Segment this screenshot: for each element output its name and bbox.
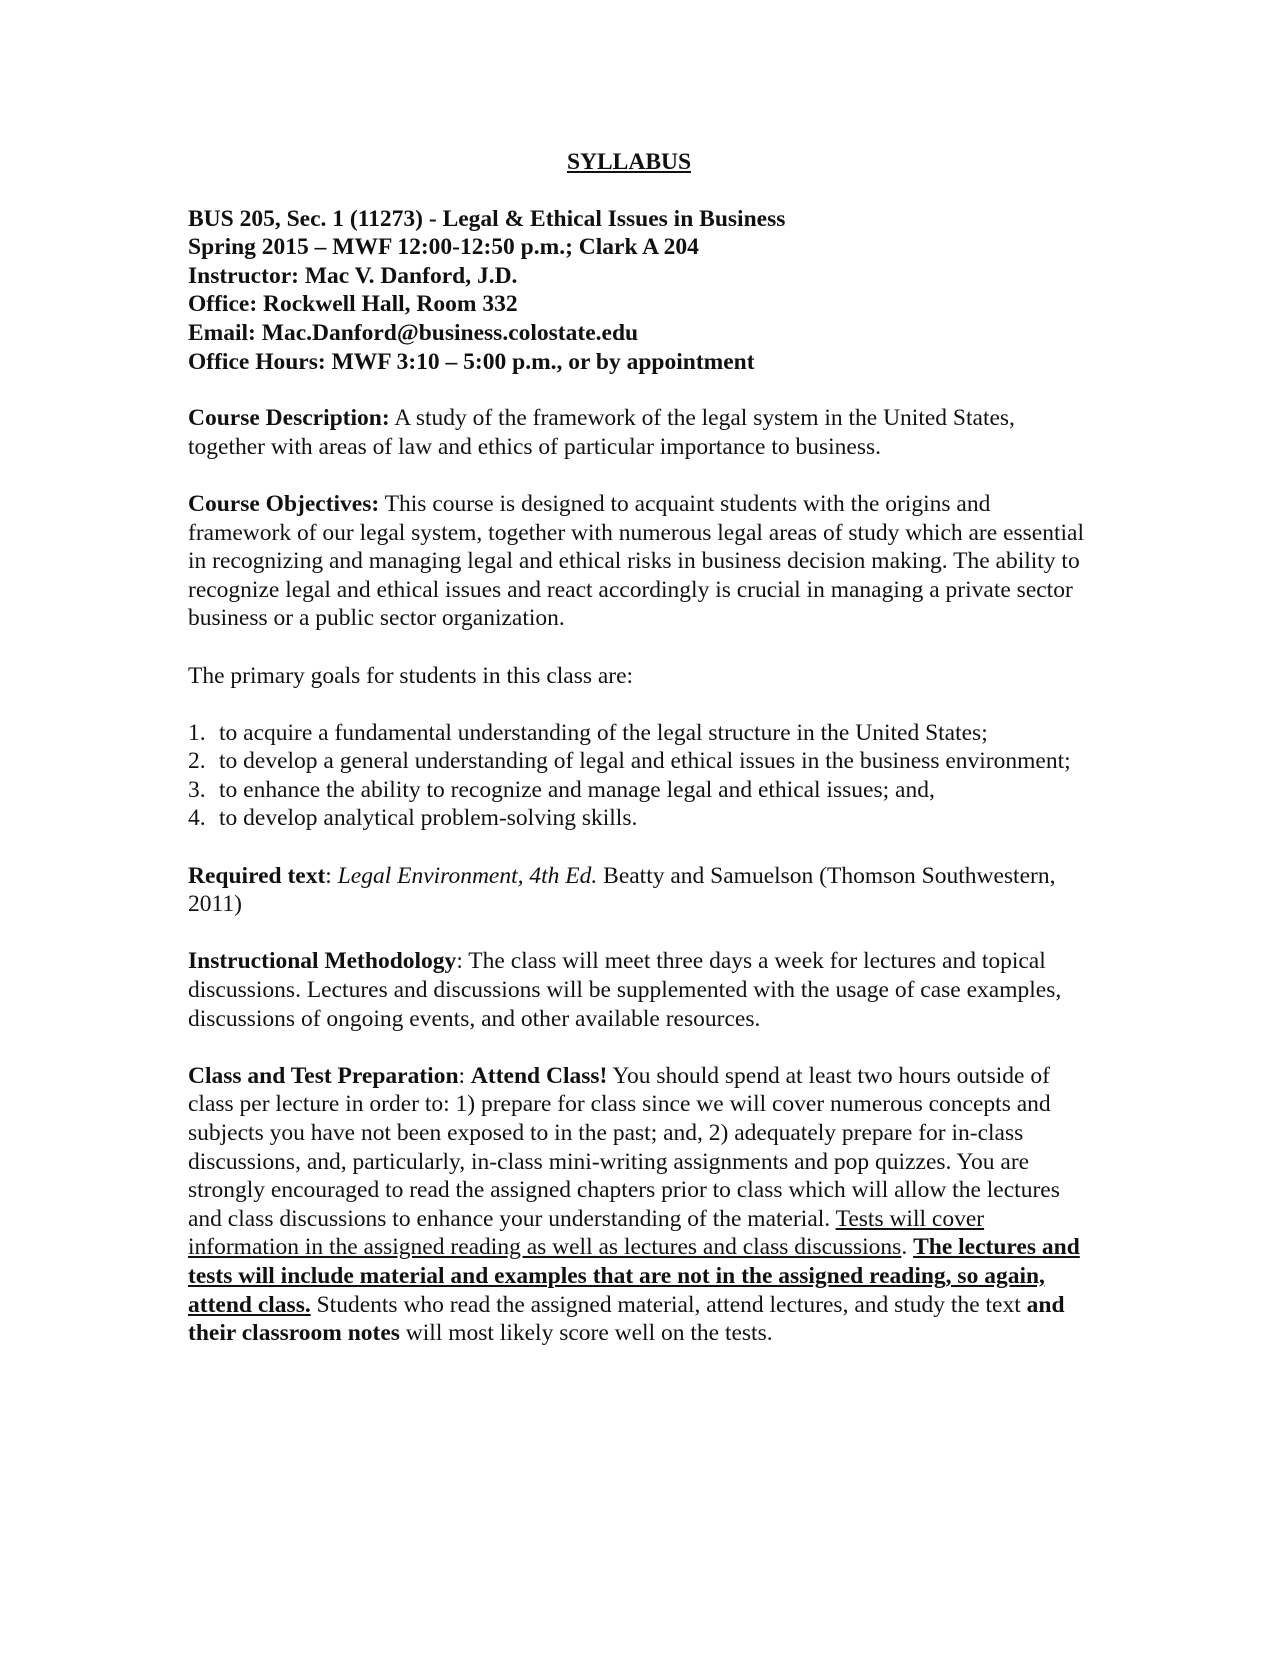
list-item-number: 3. [188, 776, 206, 803]
instructor-line: Instructor: Mac V. Danford, J.D. [188, 262, 518, 289]
preparation-label: Class and Test Preparation [188, 1062, 459, 1089]
preparation-text-1: You should spend at least two hours outside of class per lecture in order to: 1) prepare for class since we will cover numerous concepts and subjects you have not been exposed to in the past; and, 2) adequately prepare for in-class discussions, and, particularly, in-class mini-writing assignments and pop quizzes. You are strongly encouraged to read the assigned chapters prior to class which will allow the lectures and class discussions to enhance your understanding of the material. [188, 1062, 1060, 1232]
list-item-text: to enhance the ability to recognize and manage legal and ethical issues; and, [219, 776, 935, 803]
instructional-methodology [188, 947, 1088, 1033]
list-item-text: to develop analytical problem-solving skills. [219, 805, 638, 832]
office-line: Office: Rockwell Hall, Room 332 [188, 291, 518, 318]
course-objectives [188, 490, 1088, 633]
list-item-number: 4. [188, 805, 206, 832]
course-description [188, 404, 1088, 461]
list-item-text: to acquire a fundamental understanding of the legal structure in the United States; [219, 719, 988, 746]
course-schedule-line: Spring 2015 – MWF 12:00-12:50 p.m.; Clark A 204 [188, 234, 699, 261]
course-title-line: BUS 205, Sec. 1 (11273) - Legal & Ethical Issues in Business [188, 205, 786, 232]
methodology-text: : The class will meet three days a week for lectures and topical discussions. Lectures and discussions will be supplemented with the usage of case examples, discussions of ongoing events, and other available resources. [188, 948, 1062, 1032]
classroom-notes-emphasis: and their classroom notes [188, 1291, 1065, 1347]
preparation-text-4: will most likely score well on the tests. [399, 1320, 773, 1347]
course-header [188, 205, 1088, 377]
preparation-colon: : [458, 1062, 471, 1089]
required-text [188, 862, 1088, 919]
list-item [188, 747, 1088, 776]
email-line: Email: Mac.Danford@business.colostate.edu [188, 319, 639, 346]
goals-list [188, 719, 1088, 833]
list-item-number: 2. [188, 748, 206, 775]
class-test-preparation [188, 1062, 1088, 1348]
methodology-label: Instructional Methodology [188, 948, 457, 975]
required-text-label: Required text [188, 862, 326, 889]
goals-intro: The primary goals for students in this class are: [188, 662, 634, 689]
list-item [188, 804, 1088, 833]
tests-coverage-note: Tests will cover information in the assigned reading as well as lectures and class discussions [188, 1205, 985, 1261]
list-item-text: to develop a general understanding of legal and ethical issues in the business environment; [219, 748, 1071, 775]
course-description-label: Course Description: [188, 405, 390, 432]
office-hours-line: Office Hours: MWF 3:10 – 5:00 p.m., or by appointment [188, 348, 755, 375]
required-text-colon: : [325, 862, 338, 889]
lectures-tests-warning: The lectures and tests will include material and examples that are not in the assigned reading, so again, attend class. [188, 1234, 1080, 1318]
course-objectives-label: Course Objectives: [188, 490, 380, 517]
course-objectives-text: This course is designed to acquaint students with the origins and framework of our legal system, together with numerous legal areas of study which are essential in recognizing and managing legal and ethical risks in business decision making. The ability to recognize legal and ethical issues and react accordingly is crucial in managing a private sector business or a public sector organization. [188, 490, 1084, 632]
preparation-text-3: Students who read the assigned material, attend lectures, and study the text [310, 1291, 1027, 1318]
course-description-text: A study of the framework of the legal system in the United States, together with areas of law and ethics of particular importance to business. [188, 405, 1015, 460]
syllabus-page [188, 148, 1088, 1376]
textbook-title: Legal Environment, 4th Ed. [337, 862, 598, 889]
list-item [188, 719, 1088, 748]
textbook-details: Beatty and Samuelson (Thomson Southwestern, 2011) [188, 862, 1056, 918]
attend-class-emphasis: Attend Class! [470, 1062, 608, 1089]
page-title: SYLLABUS [566, 149, 692, 175]
list-item [188, 776, 1088, 805]
preparation-text-2: . [901, 1234, 914, 1261]
list-item-number: 1. [188, 719, 206, 746]
